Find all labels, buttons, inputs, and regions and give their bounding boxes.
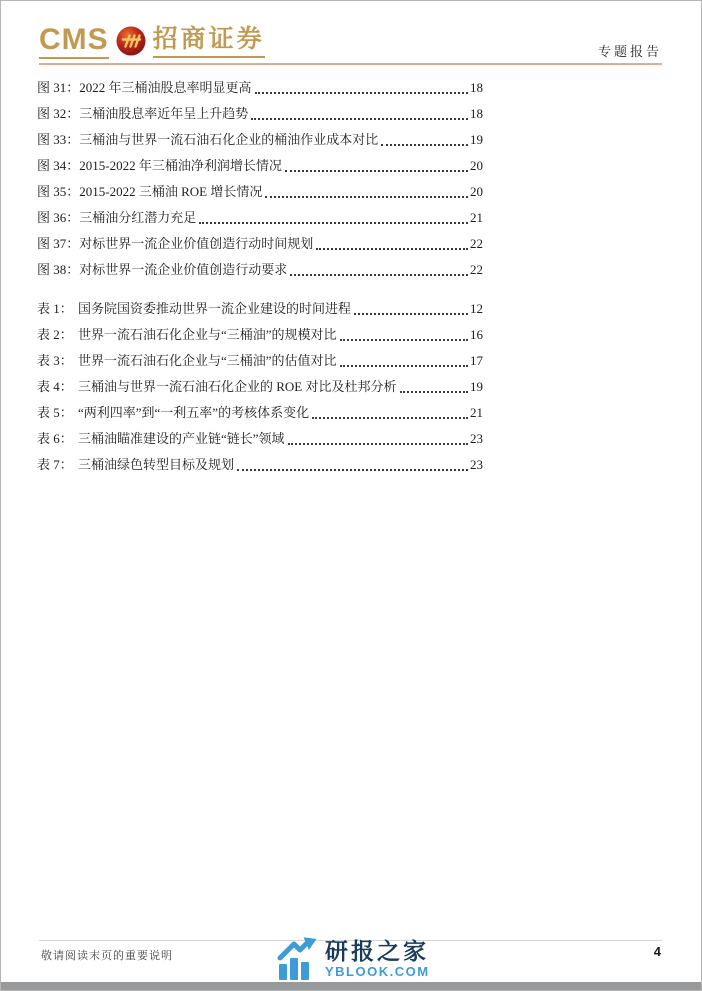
toc-entry-page-number: 19 <box>470 379 483 394</box>
toc-entry-label: 表 2： <box>37 327 73 342</box>
toc-entry-title: 三桶油与世界一流石油石化企业的 ROE 对比及杜邦分析 <box>78 379 397 394</box>
toc-entry[interactable] <box>37 205 483 231</box>
toc-leader-dots <box>251 101 468 120</box>
toc-leader-dots <box>354 296 468 315</box>
toc-entry[interactable] <box>37 374 483 400</box>
toc-entry-label: 图 38： <box>37 262 80 277</box>
toc-entry-page-number: 19 <box>470 132 483 147</box>
toc-entry-title: 2015-2022 三桶油 ROE 增长情况 <box>79 184 263 199</box>
toc-leader-dots <box>340 348 468 367</box>
toc-entry[interactable] <box>37 296 483 322</box>
toc-entry[interactable] <box>37 153 483 179</box>
toc-leader-dots <box>290 257 468 276</box>
toc-entry-title: 世界一流石油石化企业与“三桶油”的估值对比 <box>78 353 337 368</box>
toc-entry-page-number: 20 <box>470 158 483 173</box>
toc-entry-label: 表 6： <box>37 431 73 446</box>
toc-leader-dots <box>265 179 468 198</box>
cms-badge-icon <box>116 26 146 56</box>
ybook-watermark[interactable] <box>277 936 430 982</box>
toc-entry[interactable] <box>37 257 483 283</box>
watermark-title: 研报之家 <box>325 938 429 964</box>
toc-entry-title: 对标世界一流企业价值创造行动时间规划 <box>79 236 314 251</box>
toc-entry[interactable] <box>37 322 483 348</box>
toc-leader-dots <box>255 75 468 94</box>
toc-entry-page-number: 16 <box>470 327 483 342</box>
toc-leader-dots <box>400 374 468 393</box>
toc-entry-page-number: 21 <box>470 210 483 225</box>
toc-entry-title: 2015-2022 年三桶油净利润增长情况 <box>79 158 282 173</box>
toc-leader-dots <box>237 452 468 471</box>
toc-entry-page-number: 22 <box>470 236 483 251</box>
page-bottom-edge <box>1 982 701 990</box>
toc-entry-page-number: 23 <box>470 457 483 472</box>
chart-arrow-icon <box>277 936 317 982</box>
toc-leader-dots <box>199 205 468 224</box>
toc-entry-label: 图 36： <box>37 210 80 225</box>
toc-entry-page-number: 17 <box>470 353 483 368</box>
toc-entry-page-number: 12 <box>470 301 483 316</box>
toc-entry-page-number: 22 <box>470 262 483 277</box>
cms-logo-text: CMS <box>39 25 109 59</box>
toc-entry-title: 2022 年三桶油股息率明显更高 <box>79 80 252 95</box>
toc-leader-dots <box>285 153 468 172</box>
toc-entry-page-number: 18 <box>470 106 483 121</box>
toc-entry-label: 图 32： <box>37 106 80 121</box>
header-divider <box>39 63 662 65</box>
toc-entry-title: 三桶油瞄准建设的产业链“链长”领域 <box>78 431 285 446</box>
toc-entry-title: 世界一流石油石化企业与“三桶油”的规模对比 <box>78 327 337 342</box>
toc-entry[interactable] <box>37 426 483 452</box>
toc-entry[interactable] <box>37 75 483 101</box>
toc-entry-label: 图 35： <box>37 184 80 199</box>
toc-entry-title: 三桶油股息率近年呈上升趋势 <box>79 106 249 121</box>
toc-entry[interactable] <box>37 348 483 374</box>
toc-entry-label: 表 5： <box>37 405 73 420</box>
footer-disclaimer: 敬请阅读末页的重要说明 <box>41 950 173 962</box>
table-of-contents <box>37 75 483 478</box>
toc-entry-title: 三桶油绿色转型目标及规划 <box>78 457 235 472</box>
report-type-label: 专题报告 <box>597 44 662 59</box>
toc-entry-title: 对标世界一流企业价值创造行动要求 <box>79 262 288 277</box>
toc-entry-title: “两利四率”到“一利五率”的考核体系变化 <box>78 405 310 420</box>
toc-leader-dots <box>312 400 468 419</box>
toc-entry-label: 表 3： <box>37 353 73 368</box>
toc-entry-label: 表 4： <box>37 379 73 394</box>
toc-entry-page-number: 18 <box>470 80 483 95</box>
toc-tables-section <box>37 296 483 478</box>
toc-entry-label: 表 7： <box>37 457 73 472</box>
toc-entry-label: 图 34： <box>37 158 80 173</box>
toc-entry-label: 图 37： <box>37 236 80 251</box>
toc-leader-dots <box>316 231 468 250</box>
watermark-text <box>325 939 430 979</box>
toc-entry-page-number: 21 <box>470 405 483 420</box>
toc-entry[interactable] <box>37 179 483 205</box>
page-number: 4 <box>653 944 661 959</box>
toc-entry-title: 三桶油分红潜力充足 <box>79 210 197 225</box>
toc-section-gap <box>37 283 483 296</box>
toc-leader-dots <box>340 322 468 341</box>
toc-leader-dots <box>288 426 468 445</box>
toc-entry[interactable] <box>37 452 483 478</box>
toc-figures-section <box>37 75 483 283</box>
toc-entry[interactable] <box>37 400 483 426</box>
toc-entry-page-number: 20 <box>470 184 483 199</box>
toc-leader-dots <box>381 127 468 146</box>
toc-entry[interactable] <box>37 231 483 257</box>
toc-entry-title: 三桶油与世界一流石油石化企业的桶油作业成本对比 <box>79 132 379 147</box>
toc-entry[interactable] <box>37 127 483 153</box>
toc-entry-label: 图 31： <box>37 80 80 95</box>
cms-brand-logo <box>39 25 265 59</box>
toc-entry-title: 国务院国资委推动世界一流企业建设的时间进程 <box>78 301 352 316</box>
toc-entry[interactable] <box>37 101 483 127</box>
toc-entry-page-number: 23 <box>470 431 483 446</box>
watermark-domain: YBLOOK.COM <box>325 964 430 980</box>
toc-entry-label: 表 1： <box>37 301 73 316</box>
toc-entry-label: 图 33： <box>37 132 80 147</box>
cms-company-name: 招商证券 <box>153 27 265 58</box>
